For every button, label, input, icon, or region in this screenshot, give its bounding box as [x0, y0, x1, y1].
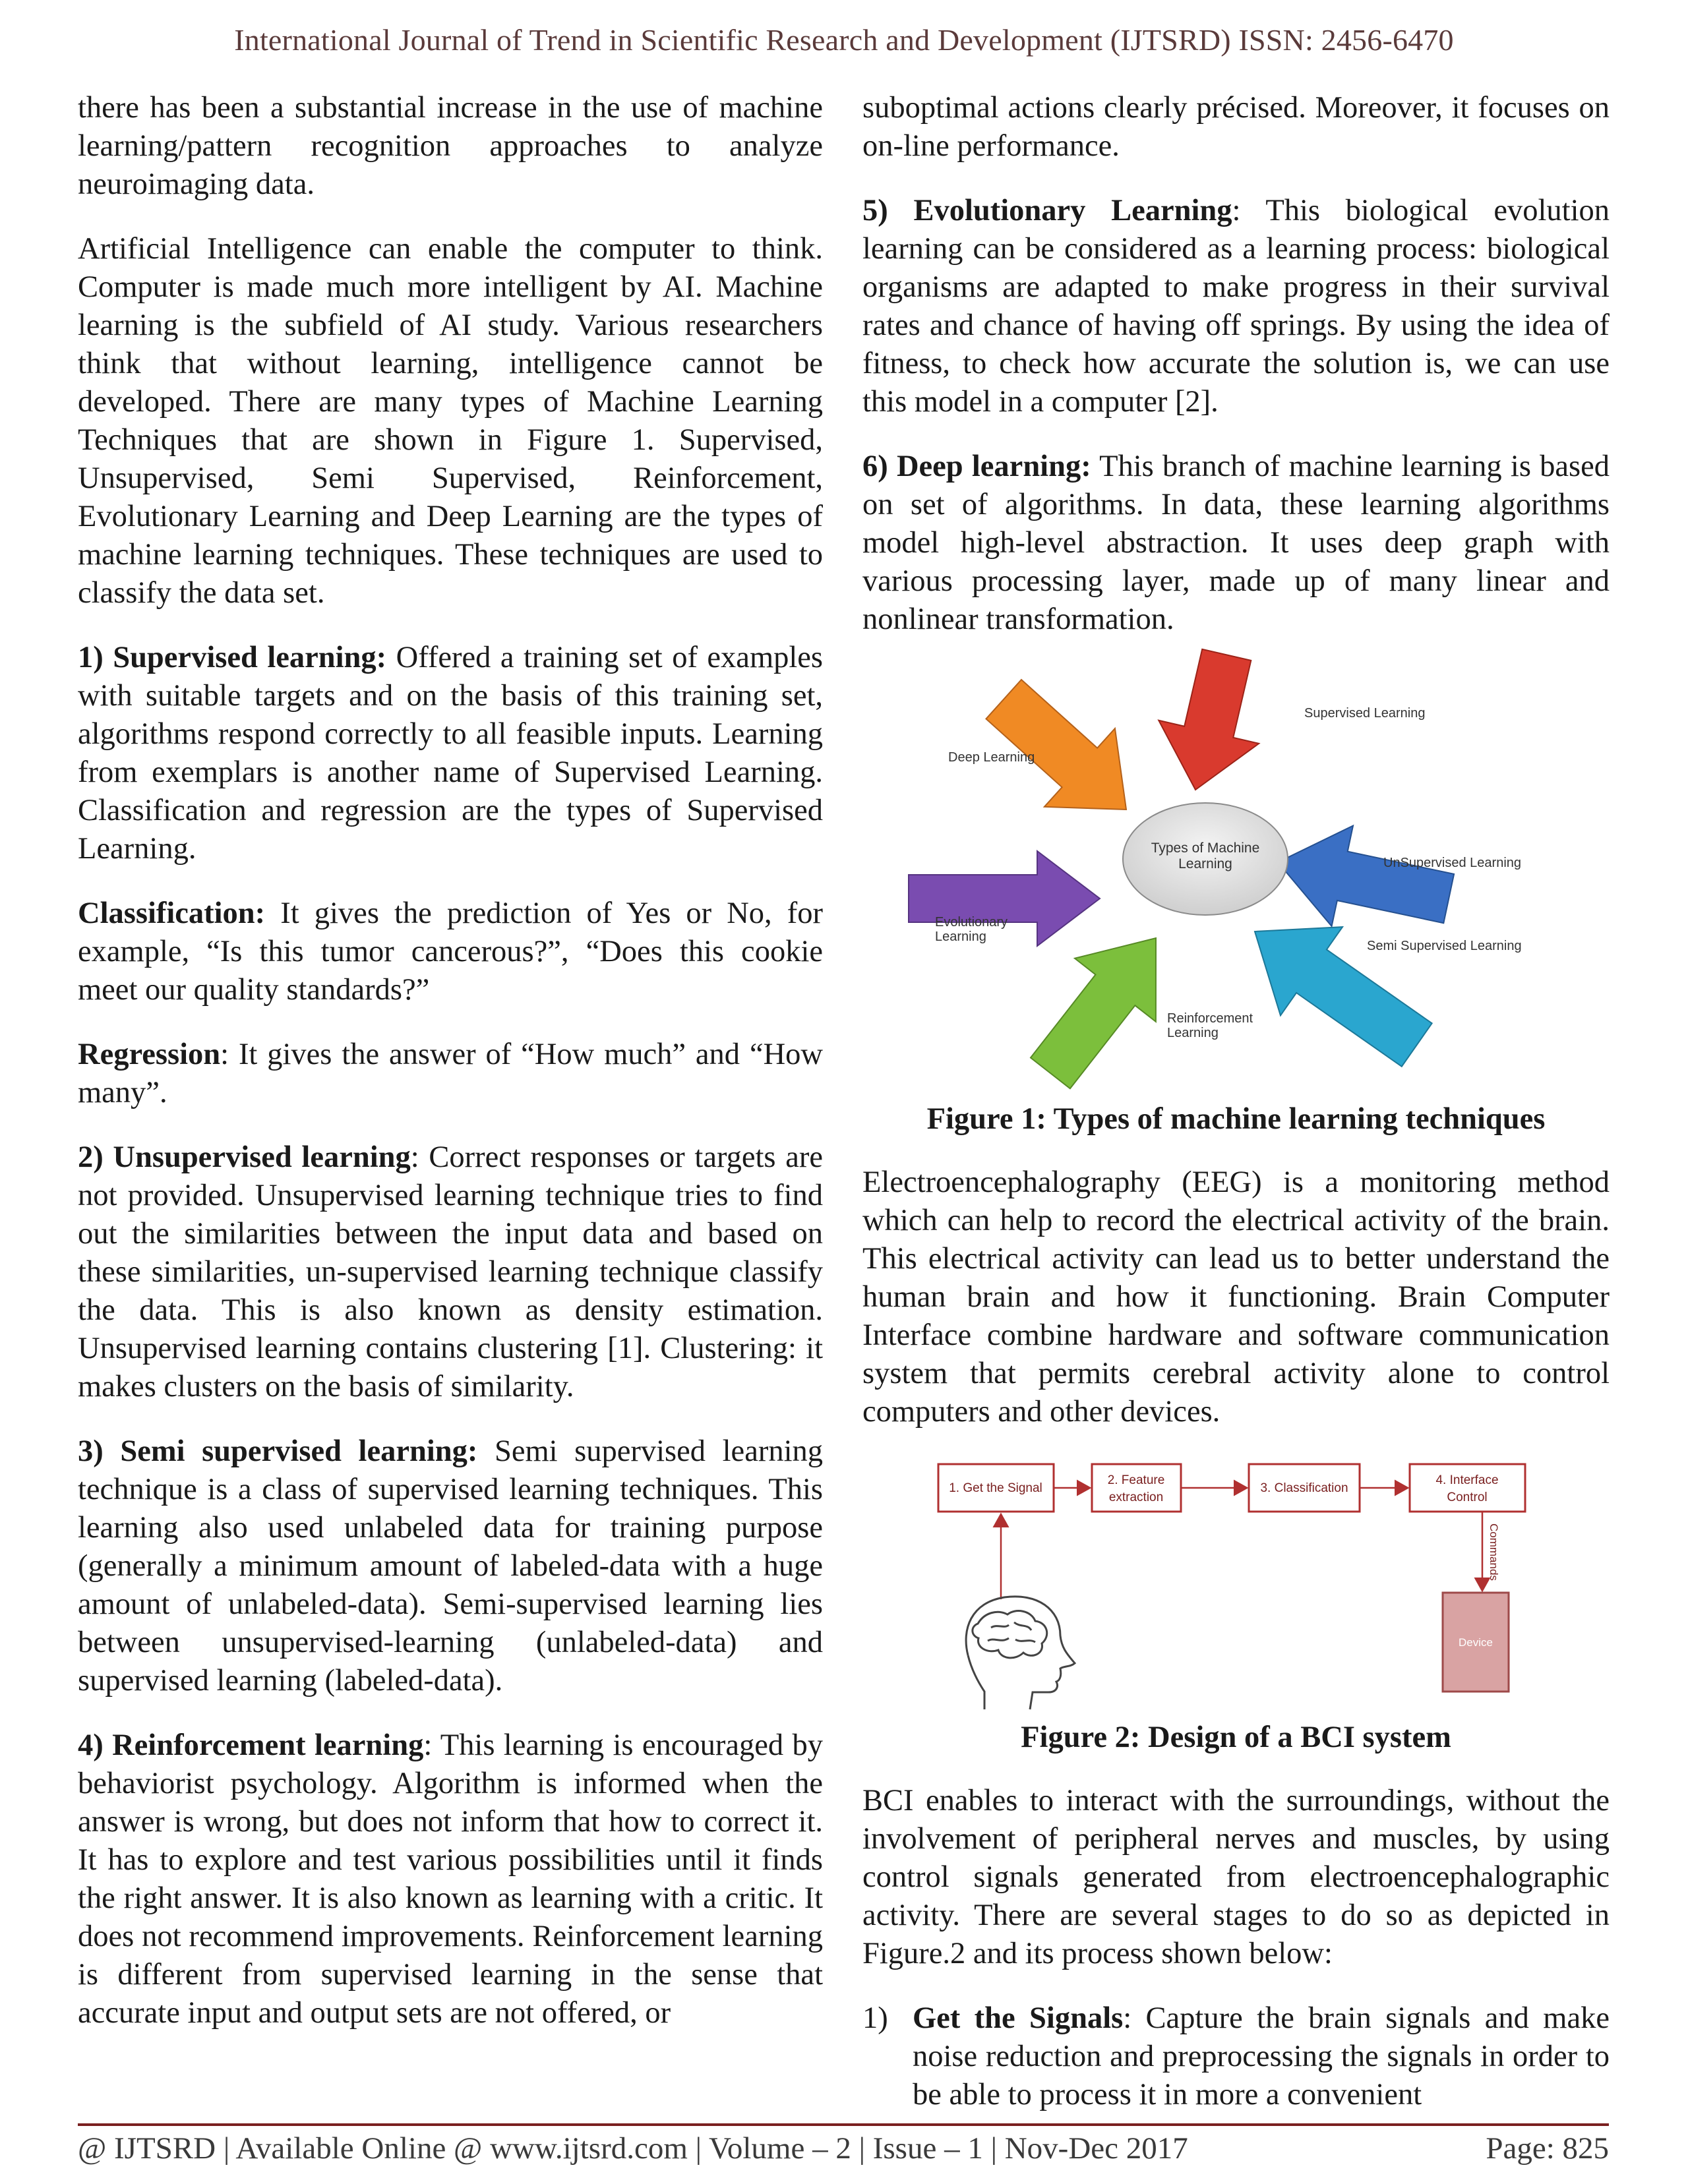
- semi-supervised-paragraph: 3) Semi supervised learning: Semi supervised learning technique is a class of supervised learning techniques. This learning also used unlabeled data for training purpose (generally a minimum amount of labeled-data with a huge amount of unlabeled-data). Semi-supervised learning lies between unsupervised-learning (unlabeled-data) and supervised learning (labeled-data).: [78, 1434, 823, 1697]
- classification-paragraph: Classification: It gives the prediction of Yes or No, for example, “Is this tumor cancerous?”, “Does this cookie meet our quality standards?”: [78, 897, 823, 1007]
- figure-1-ml-types-diagram: [862, 648, 1610, 1096]
- label-supervised: Supervised Learning: [1304, 706, 1426, 721]
- evolutionary-paragraph: 5) Evolutionary Learning: This biological evolution learning can be considered as a learning process: biological organisms are adapted to make progress in their survival rates and chance of having off springs. By using the idea of fitness, to check how accurate the solution is, we can use this model in a computer [2].: [862, 194, 1610, 419]
- box-feature-label-line1: 2. Feature: [1107, 1473, 1165, 1487]
- classification-heading: Classification:: [78, 897, 266, 930]
- figure-1-caption: Figure 1: Types of machine learning techniques: [926, 1102, 1546, 1136]
- label-deep: Deep Learning: [948, 750, 1035, 765]
- box-interface-label-line1: 4. Interface: [1435, 1473, 1499, 1487]
- supervised-arrow-shape: [1145, 648, 1277, 802]
- center-label-line2: Learning: [1178, 856, 1232, 871]
- left-column: [78, 89, 823, 2032]
- commands-label: Commands: [1488, 1523, 1500, 1581]
- list-item: 1) Get the Signals: Capture the brain signals and make noise reduction and preprocessing the signals in order to be able to process it in more a convenient: [862, 1999, 1610, 2114]
- box-classification-label: 3. Classification: [1260, 1481, 1348, 1495]
- label-semi: Semi Supervised Learning: [1367, 939, 1522, 953]
- eeg-paragraph: Electroencephalography (EEG) is a monitoring method which can help to record the electrical activity of the brain. This electrical activity can lead us to better understand the human brain and how it functioning. Brain Computer Interface combine hardware and software communication system that permits cerebral activity alone to control computers and other devices.: [862, 1166, 1610, 1429]
- supervised-arrow: [1145, 648, 1277, 802]
- unsupervised-arrow: [1267, 812, 1460, 949]
- reinforcement-heading: 4) Reinforcement learning: [78, 1728, 424, 1762]
- box-feature-label-line2: extraction: [1108, 1490, 1164, 1504]
- label-evolutionary-line2: Learning: [935, 930, 986, 944]
- list-item-title: Get the Signals: [913, 2001, 1124, 2035]
- figure-2-caption: Figure 2: Design of a BCI system: [1021, 1721, 1451, 1754]
- label-unsupervised: UnSupervised Learning: [1383, 856, 1522, 870]
- deep-learning-heading: 6) Deep learning:: [862, 450, 1091, 483]
- brain-head-icon: [966, 1597, 1075, 1709]
- unsupervised-arrow-shape: [1267, 812, 1460, 949]
- footer-divider: [78, 2123, 1609, 2126]
- page-footer: [78, 2131, 1609, 2166]
- center-label-line1: Types of Machine: [1151, 841, 1260, 856]
- box-interface-control: [1410, 1464, 1525, 1512]
- supervised-paragraph: 1) Supervised learning: Offered a training set of examples with suitable targets and on the basis of this training set, algorithms respond correctly to all feasible inputs. Learning from exemplars is another name of Supervised Learning. Classification and regression are the types of Supervised Learning.: [78, 641, 824, 866]
- box-get-signal-label: 1. Get the Signal: [949, 1481, 1042, 1495]
- ai-paragraph: Artificial Intelligence can enable the computer to think. Computer is made much more intelligent by AI. Machine learning is the subfield of AI study. Various researchers think that without learning, intelligence cannot be developed. There are many types of Machine Learning Techniques that are shown in Figure 1. Supervised, Unsupervised, Semi Supervised, Reinforcement, Evolutionary Learning and Deep Learning are the types of machine learning techniques. These techniques are used to classify the data set.: [78, 232, 823, 610]
- device-label: Device: [1459, 1636, 1493, 1649]
- label-evolutionary-line1: Evolutionary: [935, 915, 1008, 930]
- box-interface-label-line2: Control: [1447, 1490, 1488, 1504]
- deep-learning-paragraph: 6) Deep learning: This branch of machine learning is based on set of algorithms. In data, these learning algorithms model high-level abstraction. It uses deep graph with various processing layer, made up of many linear and nonlinear transformation.: [862, 450, 1610, 636]
- unsupervised-heading: 2) Unsupervised learning: [78, 1140, 411, 1174]
- figure-2-bci-diagram: [862, 1451, 1610, 1715]
- page-number: Page: 825: [1486, 2131, 1609, 2166]
- footer-info: @ IJTSRD | Available Online @ www.ijtsrd.com | Volume – 2 | Issue – 1 | Nov-Dec 2017: [78, 2131, 1188, 2166]
- supervised-heading: 1) Supervised learning:: [78, 641, 387, 674]
- intro-continuation: there has been a substantial increase in the use of machine learning/pattern recognition approaches to analyze neuroimaging data.: [78, 91, 823, 201]
- reinforcement-continuation: suboptimal actions clearly précised. Moreover, it focuses on on-line performance.: [862, 91, 1610, 163]
- reinforcement-paragraph: 4) Reinforcement learning: This learning is encouraged by behaviorist psychology. Algorithm is informed when the answer is wrong, but does not inform that how to correct it. It has to explore and test various possibilities until it finds the right answer. It is also known as learning with a critic. It does not recommend improvements. Reinforcement learning is different from supervised learning in the sense that accurate input and output sets are not offered, or: [78, 1728, 824, 2030]
- label-reinforcement-line1: Reinforcement: [1167, 1011, 1253, 1026]
- regression-paragraph: Regression: It gives the answer of “How much” and “How many”.: [78, 1038, 823, 1109]
- list-item-number: 1): [862, 2001, 888, 2035]
- unsupervised-paragraph: 2) Unsupervised learning: Correct responses or targets are not provided. Unsupervised learning technique tries to find out the similarities between the input data and based on these similarities, un-supervised learning technique classify the data. This is also known as density estimation. Unsupervised learning contains clustering [1]. Clustering: it makes clusters on the basis of similarity.: [78, 1140, 823, 1403]
- semi-supervised-heading: 3) Semi supervised learning:: [78, 1434, 478, 1468]
- journal-header: International Journal of Trend in Scientific Research and Development (IJTSRD) ISSN: 2456-6470: [234, 23, 1454, 57]
- box-feature-extraction: [1092, 1464, 1181, 1512]
- regression-heading: Regression: [78, 1038, 221, 1071]
- evolutionary-heading: 5) Evolutionary Learning: [862, 194, 1232, 227]
- label-reinforcement-line2: Learning: [1167, 1026, 1219, 1040]
- bci-paragraph: BCI enables to interact with the surroundings, without the involvement of peripheral nerves and muscles, by using control signals generated from electroencephalographic activity. There are several stages to do so as depicted in Figure.2 and its process shown below:: [862, 1784, 1610, 1970]
- bci-stages-list: [862, 1999, 1610, 2114]
- right-column: [862, 89, 1610, 2114]
